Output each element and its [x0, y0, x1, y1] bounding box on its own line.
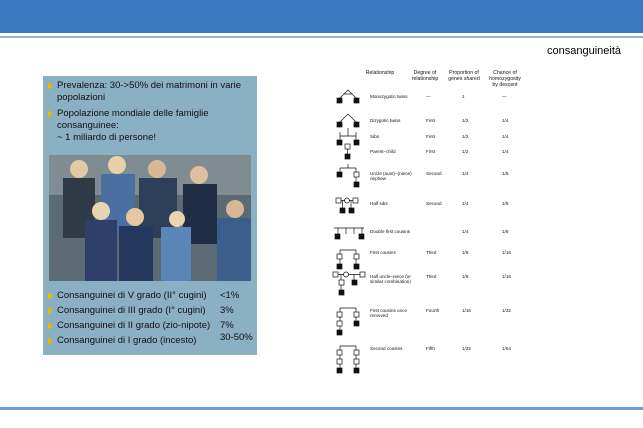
table-cell-chance: 1/64: [502, 346, 511, 351]
table-cell-degree: Third: [426, 250, 437, 255]
table-cell-shared: 1/2: [462, 134, 469, 139]
table-cell-degree: Second: [426, 201, 442, 206]
table-cell-chance: 1/16: [502, 250, 511, 255]
table-cell-chance: 1/8: [502, 201, 509, 206]
table-cell-degree: First: [426, 134, 435, 139]
table-cell-degree: First: [426, 149, 435, 154]
table-cell-shared: 1/2: [462, 118, 469, 123]
footer-divider: [0, 407, 643, 410]
family-photo: [49, 155, 251, 281]
table-cell-shared: 1/4: [462, 171, 469, 176]
bullet-arrow-icon: [48, 337, 53, 345]
table-cell-shared: 1/8: [462, 250, 469, 255]
table-cell-shared: 1/32: [462, 346, 471, 351]
table-cell-name: Sibs: [370, 134, 379, 139]
table-cell-name: Monozygotic twins: [370, 94, 408, 99]
table-cell-chance: 1/8: [502, 229, 509, 234]
bullet-arrow-icon: [48, 292, 53, 300]
table-cell-shared: 1/4: [462, 201, 469, 206]
header-bar: [0, 0, 643, 33]
header-divider: [0, 36, 643, 38]
table-cell-degree: Fourth: [426, 308, 440, 313]
table-cell-chance: —: [502, 94, 507, 99]
table-cell-shared: 1: [462, 94, 465, 99]
table-cell-name: Half uncle–niece (or similar combination): [370, 274, 411, 284]
pedigree-symbols: [330, 68, 370, 382]
slide-title: consanguineità: [546, 45, 621, 57]
bullet-arrow-icon: [48, 110, 53, 118]
bullet-arrow-icon: [48, 307, 53, 315]
table-cell-chance: 1/16: [502, 274, 511, 279]
family-photo-illustration: [49, 155, 251, 281]
table-cell-name: Uncle (aunt)–(niece) nephew: [370, 171, 412, 181]
table-cell-chance: 1/32: [502, 308, 511, 313]
bullet-arrow-icon: [48, 82, 53, 90]
table-cell-shared: 1/16: [462, 308, 471, 313]
table-cell-name: Dizygotic twins: [370, 118, 401, 123]
info-panel: Prevalenza: 30->50% dei matrimoni in varie popolazioni Popolazione mondiale delle famiglie consanguinee: ~ 1 miliardo di persone! Consanguinei di V grado (II° cugini) <1% Consanguinei di III grado (I° cugini) 3% Consanguinei di II grado (zio-nipote) 7% Consanguinei di I grado (incesto) 30-50%: [43, 76, 257, 355]
table-cell-chance: 1/8: [502, 171, 509, 176]
table-cell-name: First cousins once removed: [370, 308, 408, 318]
table-header-relationship: Relationship: [365, 70, 395, 76]
relationship-table: [330, 68, 521, 382]
table-cell-degree: Second: [426, 171, 442, 176]
table-cell-name: Half sibs: [370, 201, 388, 206]
table-cell-name: Double first cousins: [370, 229, 411, 234]
table-cell-shared: 1/2: [462, 149, 469, 154]
table-header-genes: Proportion of genes shared: [448, 70, 480, 82]
table-cell-degree: Fifth: [426, 346, 435, 351]
table-cell-name: Parent–child: [370, 149, 396, 154]
table-cell-name: First cousins: [370, 250, 396, 255]
table-cell-degree: —: [426, 94, 431, 99]
table-header-homozygosity: Chance of homozygosity by descent: [489, 70, 521, 88]
table-cell-chance: 1/4: [502, 149, 509, 154]
table-cell-name: Second cousins: [370, 346, 403, 351]
table-cell-chance: 1/4: [502, 118, 509, 123]
table-cell-shared: 1/4: [462, 229, 469, 234]
table-cell-degree: Third: [426, 274, 437, 279]
bullet-arrow-icon: [48, 322, 53, 330]
table-cell-chance: 1/4: [502, 134, 509, 139]
table-cell-shared: 1/8: [462, 274, 469, 279]
table-header-degree: Degree of relationship: [411, 70, 439, 82]
table-cell-degree: First: [426, 118, 435, 123]
